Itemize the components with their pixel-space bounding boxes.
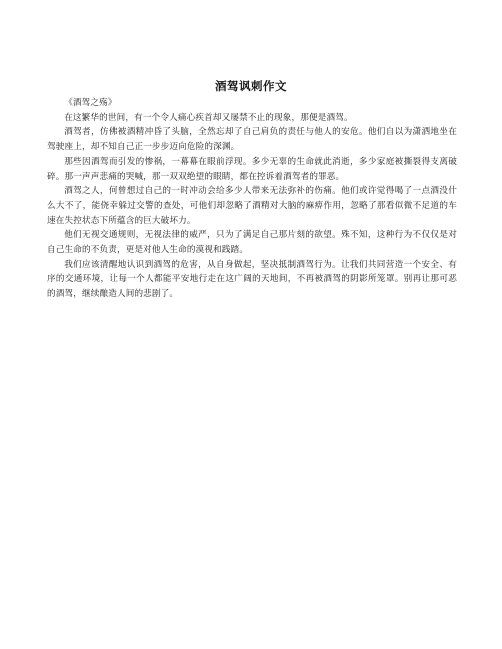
paragraph: 酒驾者，仿佛被酒精冲昏了头脑，全然忘却了自己肩负的责任与他人的安危。他们自以为潇洒地坐在驾驶座上，却不知自己正一步步迈向危险的深渊。 xyxy=(47,127,457,153)
document-title: 酒驾讽刺作文 xyxy=(215,79,287,93)
paragraph: 他们无视交通规则，无视法律的威严，只为了满足自己那片刻的欲望。殊不知，这种行为不仅仅是对自己生命的不负责，更是对他人生命的漠视和践踏。 xyxy=(47,230,457,256)
document-subtitle: 《酒驾之殇》 xyxy=(64,98,117,108)
document-body xyxy=(47,96,457,302)
paragraph: 我们应该清醒地认识到酒驾的危害，从自身做起，坚决抵制酒驾行为。让我们共同营造一个安全、有序的交通环境，让每一个人都能平安地行走在这广阔的天地间，不再被酒驾的阴影所笼罩。别再让那可恶的酒驾，继续酿造人间的悲剧了。 xyxy=(47,259,457,300)
paragraph: 在这繁华的世间，有一个令人痛心疾首却又屡禁不止的现象，那便是酒驾。 xyxy=(64,112,353,123)
paragraph: 那些因酒驾而引发的惨祸，一幕幕在眼前浮现。多少无辜的生命就此消逝，多少家庭被撕裂得支离破碎。那一声声悲痛的哭喊，那一双双绝望的眼睛，都在控诉着酒驾者的罪恶。 xyxy=(47,156,457,182)
paragraph: 酒驾之人，何曾想过自己的一时冲动会给多少人带来无法弥补的伤痛。他们或许觉得喝了一点酒没什么大不了，能侥幸躲过交警的查处，可他们却忽略了酒精对大脑的麻痹作用，忽略了那看似微不足道的车速在失控状态下所蕴含的巨大破坏力。 xyxy=(47,186,457,226)
